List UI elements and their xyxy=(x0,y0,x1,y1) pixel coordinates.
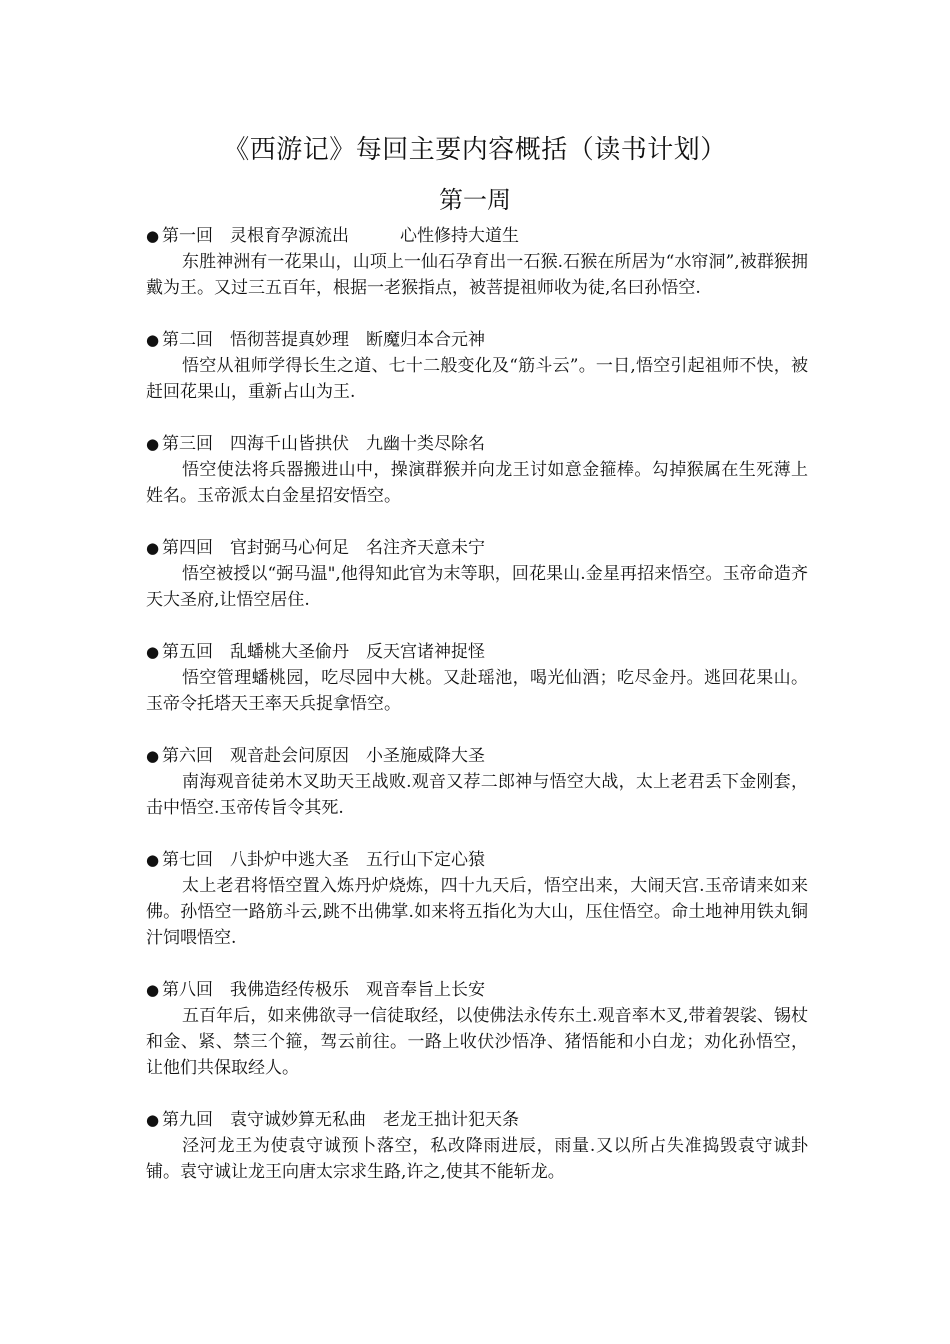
chapter-title: 第一回 灵根育孕源流出 心性修持大道生 xyxy=(162,226,519,246)
bullet-icon: ● xyxy=(146,643,160,661)
chapter-item xyxy=(146,223,808,301)
bullet-icon: ● xyxy=(146,851,160,869)
bullet-icon: ● xyxy=(146,539,160,557)
chapter-title: 第二回 悟彻菩提真妙理 断魔归本合元神 xyxy=(162,330,485,350)
chapter-title: 第八回 我佛造经传极乐 观音奉旨上长安 xyxy=(162,980,485,1000)
bullet-icon: ● xyxy=(146,227,160,245)
chapter-heading xyxy=(146,431,808,457)
chapter-title: 第四回 官封弼马心何足 名注齐天意未宁 xyxy=(162,538,485,558)
chapter-item xyxy=(146,847,808,951)
chapter-heading xyxy=(146,639,808,665)
chapter-summary: 悟空被授以“弼马温",他得知此官为末等职，回花果山.金星再招来悟空。玉帝命造齐天大圣府,让悟空居住. xyxy=(146,564,808,610)
chapter-item xyxy=(146,743,808,821)
week-heading: 第一周 xyxy=(439,186,511,214)
chapter-title: 第五回 乱蟠桃大圣偷丹 反天宫诸神捉怪 xyxy=(162,642,485,662)
chapter-summary: 太上老君将悟空置入炼丹炉烧炼，四十九天后，悟空出来，大闹天宫.玉帝请来如来佛。孙悟空一路筋斗云,跳不出佛掌.如来将五指化为大山，压住悟空。命土地神用铁丸铜汁饲喂悟空. xyxy=(146,876,808,948)
chapter-heading xyxy=(146,535,808,561)
chapter-title: 第三回 四海千山皆拱伏 九幽十类尽除名 xyxy=(162,434,485,454)
bullet-icon: ● xyxy=(146,1111,160,1129)
chapter-summary: 悟空使法将兵器搬进山中，操演群猴并向龙王讨如意金箍棒。勾掉猴属在生死薄上姓名。玉帝派太白金星招安悟空。 xyxy=(146,460,808,506)
chapter-title: 第七回 八卦炉中逃大圣 五行山下定心猿 xyxy=(162,850,485,870)
chapter-item xyxy=(146,327,808,405)
bullet-icon: ● xyxy=(146,747,160,765)
chapter-list xyxy=(146,223,808,1211)
chapter-heading xyxy=(146,327,808,353)
chapter-item xyxy=(146,1107,808,1185)
chapter-heading xyxy=(146,223,808,249)
chapter-summary: 东胜神洲有一花果山，山项上一仙石孕育出一石猴.石猴在所居为“水帘洞”,被群猴拥戴为王。又过三五百年，根据一老猴指点，被菩提祖师收为徒,名曰孙悟空. xyxy=(146,252,808,298)
chapter-summary: 悟空从祖师学得长生之道、七十二般变化及“筋斗云”。一日,悟空引起祖师不快，被赶回花果山，重新占山为王. xyxy=(146,356,808,402)
chapter-title: 第九回 袁守诚妙算无私曲 老龙王拙计犯天条 xyxy=(162,1110,519,1130)
chapter-heading xyxy=(146,1107,808,1133)
chapter-item xyxy=(146,535,808,613)
chapter-heading xyxy=(146,977,808,1003)
chapter-summary: 南海观音徒弟木叉助天王战败.观音又荐二郎神与悟空大战，太上老君丢下金刚套，击中悟空.玉帝传旨令其死. xyxy=(146,772,808,818)
chapter-item xyxy=(146,639,808,717)
bullet-icon: ● xyxy=(146,331,160,349)
chapter-title: 第六回 观音赴会问原因 小圣施威降大圣 xyxy=(162,746,485,766)
bullet-icon: ● xyxy=(146,435,160,453)
document-title: 《西游记》每回主要内容概括（读书计划） xyxy=(223,135,727,165)
chapter-summary: 泾河龙王为使袁守诚预卜落空，私改降雨进辰，雨量.又以所占失准捣毁袁守诚卦铺。袁守诚让龙王向唐太宗求生路,许之,使其不能斩龙。 xyxy=(146,1136,808,1182)
chapter-heading xyxy=(146,847,808,873)
chapter-item xyxy=(146,431,808,509)
chapter-heading xyxy=(146,743,808,769)
chapter-summary: 悟空管理蟠桃园，吃尽园中大桃。又赴瑶池，喝光仙酒；吃尽金丹。逃回花果山。玉帝令托塔天王率天兵捉拿悟空。 xyxy=(146,668,808,714)
bullet-icon: ● xyxy=(146,981,160,999)
chapter-summary: 五百年后，如来佛欲寻一信徒取经，以使佛法永传东土.观音率木叉,带着袈裟、锡杖和金、紧、禁三个箍，驾云前往。一路上收伏沙悟净、猪悟能和小白龙；劝化孙悟空，让他们共保取经人。 xyxy=(146,1006,808,1078)
chapter-item xyxy=(146,977,808,1081)
